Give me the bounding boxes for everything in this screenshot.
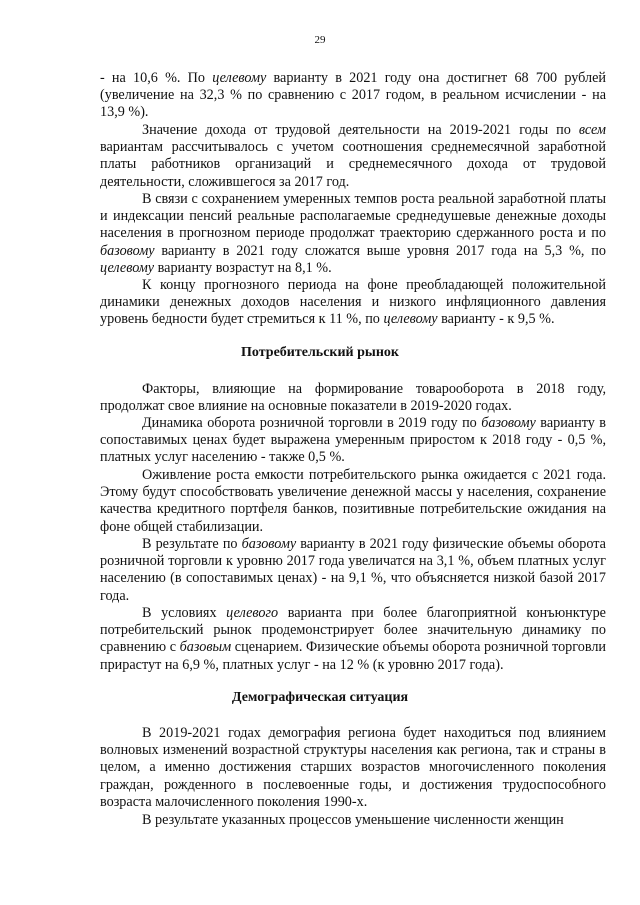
demographic-heading: Демографическая ситуация — [231, 690, 409, 705]
poverty-paragraph: К концу прогнозного периода на фоне преобладающей положительной динамики денежных доходов населения и низкого инфляционного давления уровень бедности будет стремиться к 11 %, по целевому варианту - к 9,5 %. — [100, 277, 606, 328]
consumer-market-heading: Потребительский рынок — [241, 345, 399, 360]
income-growth-continuation: - на 10,6 %. По целевому варианту в 2021 году она достигнет 68 700 рублей (увеличение на 32,3 % по сравнению с 2017 годом, в реальном исчислении - на 13,9 %). — [100, 70, 606, 121]
women-decline-paragraph: В результате указанных процессов уменьшение численности женщин — [142, 812, 564, 828]
page-number: 29 — [314, 34, 326, 46]
base-variant-result-paragraph: В результате по базовому варианту в 2021 году физические объемы оборота розничной торговли к уровню 2017 года увеличатся на 3,1 %, объем платных услуг населению (в сопоставимых ценах) - на 9,1 %, что объясняется низкой базой 2017 года. — [100, 536, 606, 604]
real-income-paragraph: В связи с сохранением умеренных темпов роста реальной заработной платы и индексации пенсий реальные располагаемые среднедушевые денежные доходы населения в прогнозном периоде продолжат траекторию сдержанного роста и по базовому варианту в 2021 году сложатся выше уровня 2017 года на 5,3 %, по целевому варианту возрастут на 8,1 %. — [100, 191, 606, 276]
turnover-factors-paragraph: Факторы, влияющие на формирование товарооборота в 2018 году, продолжат свое влияние на основные показатели в 2019-2020 годах. — [100, 381, 606, 415]
labor-income-paragraph: Значение дохода от трудовой деятельности на 2019-2021 годы по всем вариантам рассчитывалось с учетом соотношения среднемесячной заработной платы работников организаций и среднемесячного дохода от трудовой деятельности, сложившегося за 2017 год. — [100, 122, 606, 190]
demography-paragraph: В 2019-2021 годах демография региона будет находиться под влиянием волновых изменений возрастной структуры населения как региона, так и страны в целом, а именно достижения старших возрастов многочисленного поколения граждан, рожденного в послевоенные годы, и достижения трудоспособного возраста малочисленного поколения 1990-х. — [100, 725, 606, 810]
retail-dynamics-paragraph: Динамика оборота розничной торговли в 2019 году по базовому варианту в сопоставимых ценах будет выражена умеренным приростом к 2018 году - 0,5 %, платных услуг населению - также 0,5 %. — [100, 415, 606, 466]
target-variant-paragraph: В условиях целевого варианта при более благоприятной конъюнктуре потребительский рынок продемонстрирует более значительную динамику по сравнению с базовым сценарием. Физические объемы оборота розничной торговли прирастут на 6,9 %, платных услуг - на 12 % (к уровню 2017 года). — [100, 605, 606, 673]
market-revival-paragraph: Оживление роста емкости потребительского рынка ожидается с 2021 года. Этому будут способствовать увеличение денежной массы у населения, сохранение качества кредитного портфеля банков, позитивные потребительские ожидания на фоне общей стабилизации. — [100, 467, 606, 535]
